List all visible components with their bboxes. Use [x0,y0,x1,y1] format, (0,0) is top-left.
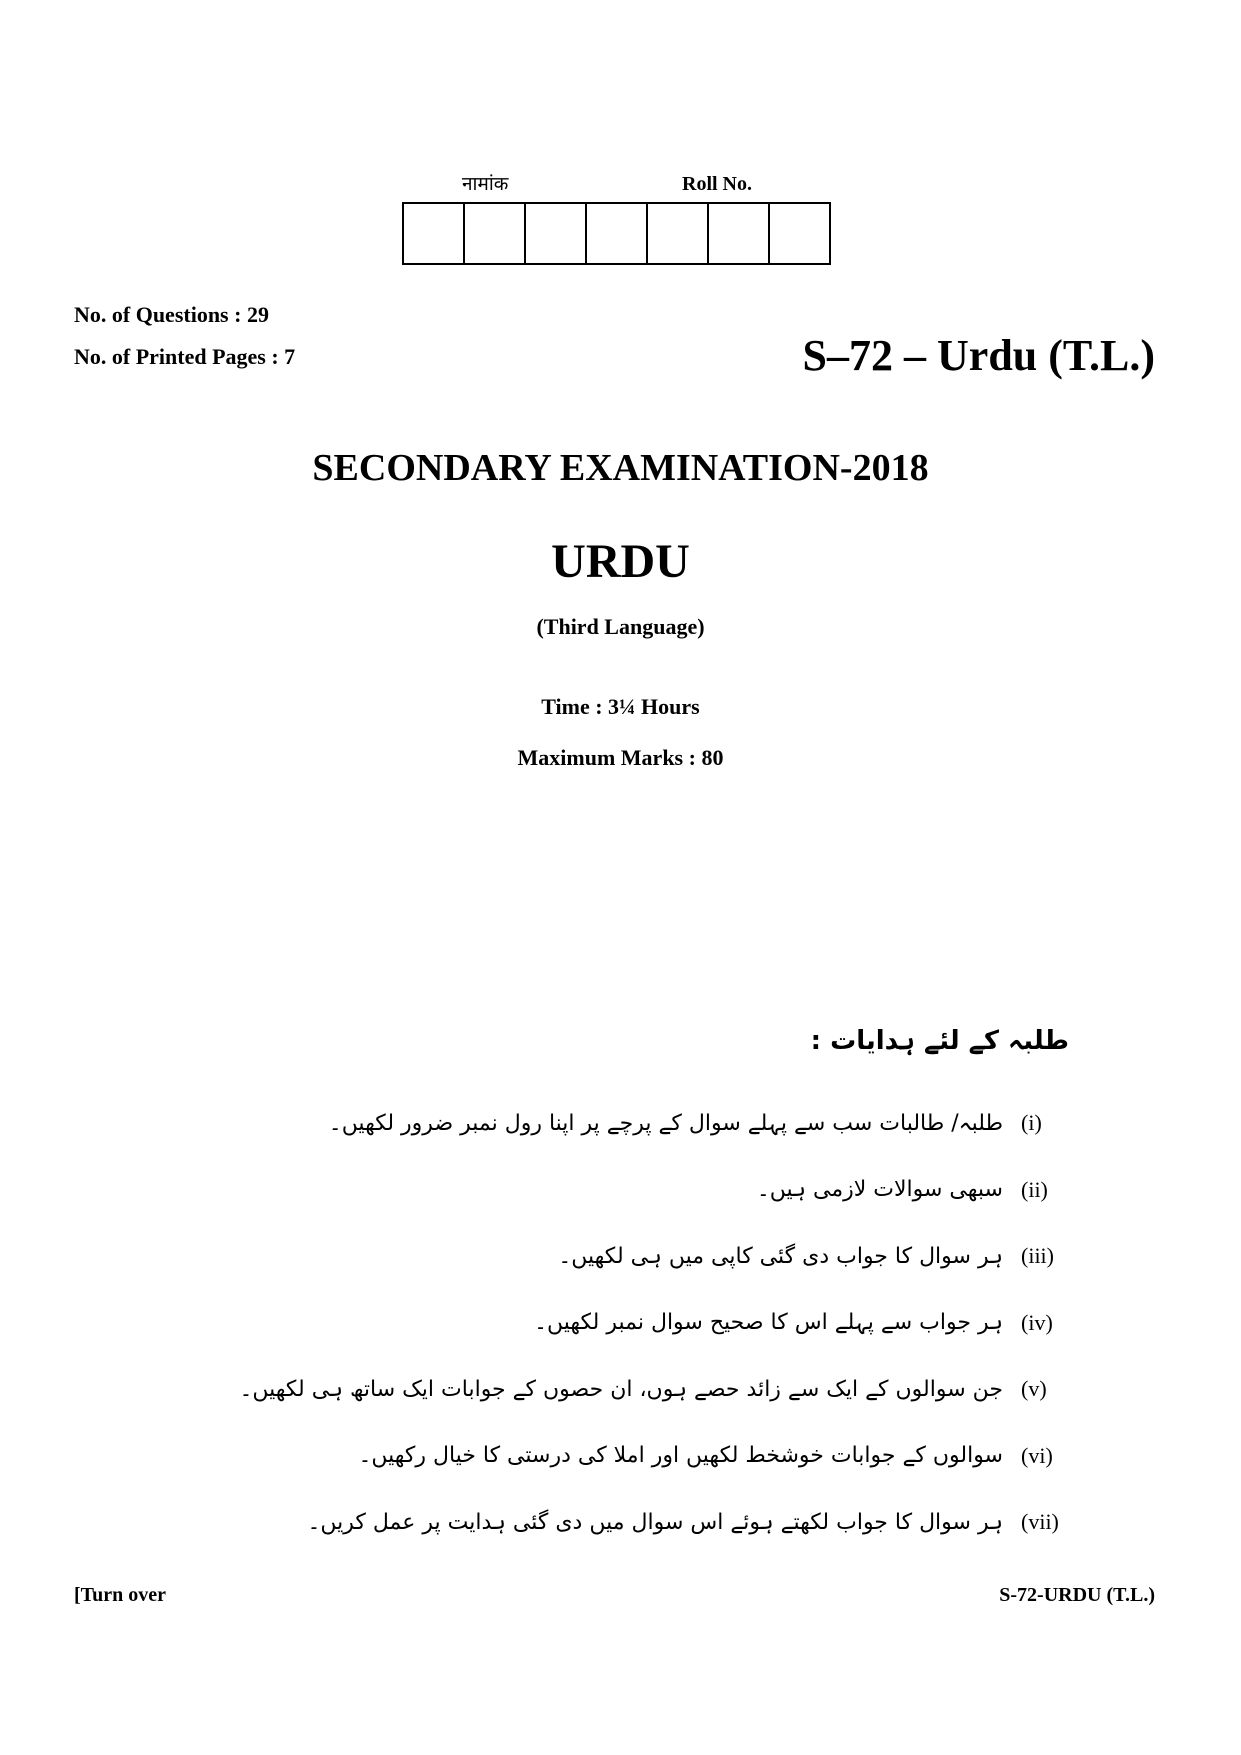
turn-over-note: [Turn over [74,1584,167,1606]
maximum-marks: Maximum Marks : 80 [517,745,724,770]
roll-number-box[interactable] [587,204,648,263]
roll-number-box[interactable] [648,204,709,263]
roll-number-boxes[interactable] [402,202,831,265]
instruction-item [169,1223,1069,1290]
instruction-item [169,1290,1069,1357]
instruction-item [169,1090,1069,1157]
instruction-item [169,1423,1069,1490]
instruction-text: ہر جواب سے پہلے اس کا صحیح سوال نمبر لکھیں۔ [534,1310,1003,1336]
language-subtitle: (Third Language) [536,614,705,639]
exam-time: Time : 3¼ Hours [541,694,700,719]
roll-number-box[interactable] [709,204,770,263]
instruction-text: ہر سوال کا جواب دی گئی کاپی میں ہی لکھیں۔ [558,1243,1003,1269]
instruction-number: (iii) [1021,1243,1054,1269]
instruction-number: (v) [1021,1376,1047,1402]
instruction-text: جن سوالوں کے ایک سے زائد حصے ہوں، ان حصوں کے جوابات ایک ساتھ ہی لکھیں۔ [239,1376,1003,1402]
instruction-text: ہر سوال کا جواب لکھتے ہوئے اس سوال میں دی گئی ہدایت پر عمل کریں۔ [307,1509,1003,1535]
instruction-number: (vii) [1021,1509,1059,1535]
number-of-printed-pages: No. of Printed Pages : 7 [74,344,296,369]
instructions-list [169,1090,1069,1556]
instruction-number: (ii) [1021,1176,1048,1202]
instruction-item [169,1157,1069,1224]
roll-number-label: Roll No. [682,173,752,195]
instruction-text: سوالوں کے جوابات خوشخط لکھیں اور املا کی درستی کا خیال رکھیں۔ [358,1443,1003,1469]
instructions-heading: طلبہ کے لئے ہدایات : [810,1026,1069,1056]
exam-title: SECONDARY EXAMINATION-2018 [312,447,929,489]
roll-number-box[interactable] [526,204,587,263]
instruction-text: طلبہ/ طالبات سب سے پہلے سوال کے پرچے پر اپنا رول نمبر ضرور لکھیں۔ [328,1110,1003,1136]
instruction-item [169,1489,1069,1556]
instruction-number: (iv) [1021,1309,1053,1335]
instruction-number: (i) [1021,1110,1042,1136]
paper-code: S–72 – Urdu (T.L.) [802,331,1155,380]
roll-number-label-hindi: नामांक [462,173,509,195]
footer-paper-code: S-72-URDU (T.L.) [999,1584,1155,1606]
instruction-number: (vi) [1021,1442,1053,1468]
instruction-item [169,1356,1069,1423]
subject-title: URDU [551,535,690,588]
number-of-questions: No. of Questions : 29 [74,302,269,327]
roll-number-box[interactable] [770,204,829,263]
instruction-text: سبھی سوالات لازمی ہیں۔ [756,1177,1003,1203]
roll-number-box[interactable] [465,204,526,263]
roll-number-box[interactable] [404,204,465,263]
